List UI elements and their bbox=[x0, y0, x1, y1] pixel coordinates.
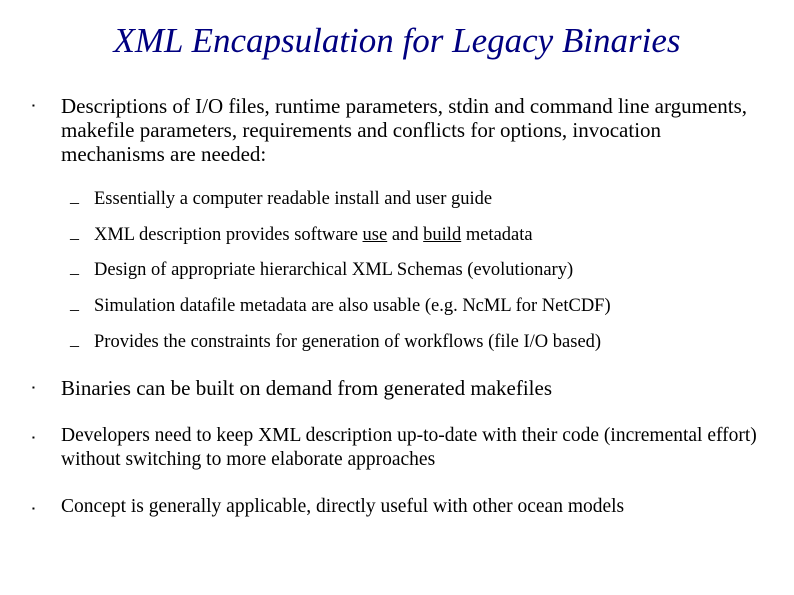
subitem-2-use: use bbox=[362, 225, 388, 245]
bullet-1-text: Descriptions of I/O files, runtime parameters, stdin and command line arguments, makefile parameters, requirements and conflicts for options, invocation mechanisms are needed: bbox=[61, 94, 748, 166]
dash-icon: – bbox=[70, 335, 79, 355]
subitem-2-pre: XML description provides software bbox=[94, 225, 363, 245]
bullet-icon: ▪ bbox=[32, 433, 35, 442]
bullet-icon: ▪ bbox=[32, 101, 35, 110]
dash-icon: – bbox=[70, 299, 79, 319]
bullet-3-text: Developers need to keep XML description up-to-date with their code (incremental effort) without switching to more elaborate approaches bbox=[61, 425, 757, 470]
subitem-3: Design of appropriate hierarchical XML Schemas (evolutionary) bbox=[94, 260, 574, 280]
bullet-icon: ▪ bbox=[32, 383, 35, 392]
subitem-4: Simulation datafile metadata are also usable (e.g. NcML for NetCDF) bbox=[94, 296, 611, 316]
subitem-2-post: metadata bbox=[461, 225, 533, 245]
subitem-2-build: build bbox=[423, 225, 462, 245]
dash-icon: – bbox=[70, 228, 79, 248]
subitem-2 bbox=[94, 224, 784, 246]
bullet-icon: ▪ bbox=[32, 504, 35, 513]
dash-icon: – bbox=[70, 192, 79, 212]
subitem-2-mid: and bbox=[387, 225, 424, 245]
subitem-5: Provides the constraints for generation of workflows (file I/O based) bbox=[94, 332, 602, 352]
slide-title: XML Encapsulation for Legacy Binaries bbox=[113, 21, 681, 60]
subitem-1: Essentially a computer readable install and user guide bbox=[94, 189, 493, 209]
dash-icon: – bbox=[70, 263, 79, 283]
bullet-2-text: Binaries can be built on demand from generated makefiles bbox=[61, 376, 552, 400]
bullet-4-text: Concept is generally applicable, directly useful with other ocean models bbox=[61, 496, 625, 517]
